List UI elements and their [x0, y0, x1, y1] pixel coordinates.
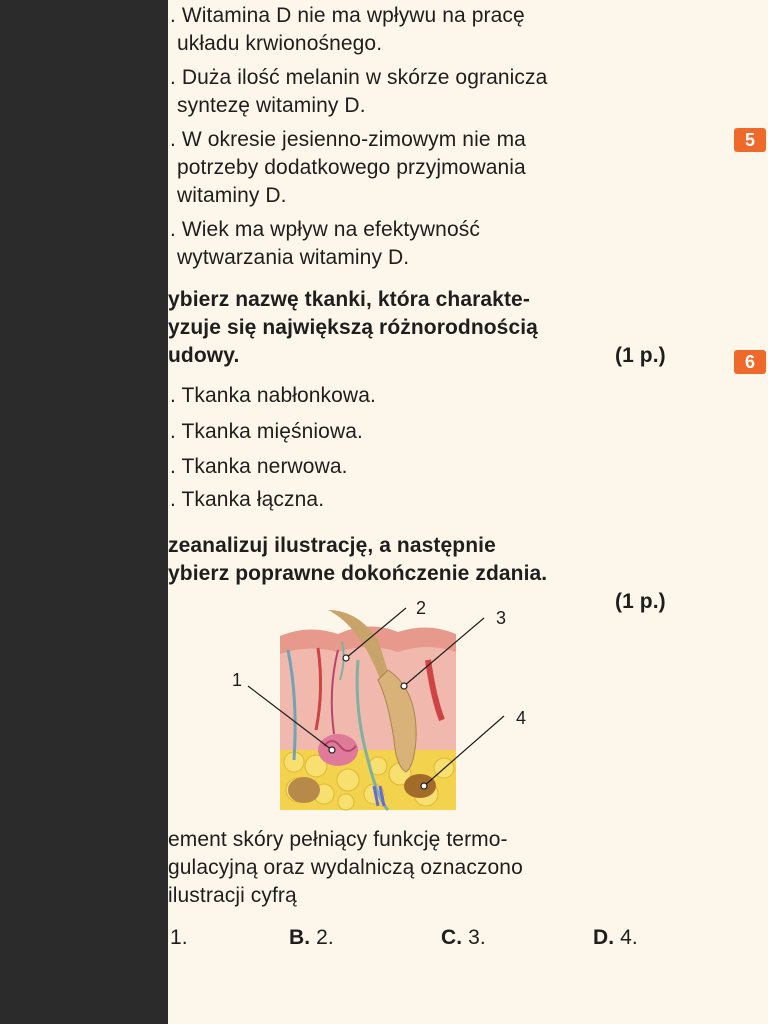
answer-c-value: 3.	[468, 926, 486, 949]
statement-line: witaminy D.	[177, 184, 287, 207]
fat-lobule	[288, 777, 320, 803]
left-dark-margin	[0, 0, 168, 1024]
answer-option: . Tkanka łączna.	[170, 488, 325, 511]
question-5-text: yzuje się największą różnorodnością	[168, 316, 538, 339]
question-6-stem: ilustracji cyfrą	[168, 884, 297, 907]
answer-d-letter: D.	[593, 926, 615, 949]
statement-line: wytwarzania witaminy D.	[177, 246, 410, 269]
question-5-text: ybierz nazwę tkanki, która charakte-	[168, 288, 530, 311]
question-6-text: ybierz poprawne dokończenie zdania.	[168, 562, 548, 585]
answer-d-value: 4.	[620, 926, 638, 949]
question-number-badge-5: 5	[734, 128, 766, 152]
statement-line: . W okresie jesienno-zimowym nie ma	[170, 128, 526, 151]
answer-c-letter: C.	[441, 926, 463, 949]
question-6-text: zeanalizuj ilustrację, a następnie	[168, 534, 496, 557]
question-5-points: (1 p.)	[615, 344, 666, 367]
figure-label-3: 3	[496, 608, 507, 628]
answer-d	[593, 926, 638, 950]
statement-line: . Wiek ma wpływ na efektywność	[170, 218, 480, 241]
statement-line: układu krwionośnego.	[177, 32, 383, 55]
answer-option: . Tkanka nabłonkowa.	[170, 384, 376, 407]
figure-label-2: 2	[416, 598, 427, 618]
answer-b	[289, 926, 334, 950]
figure-label-4: 4	[516, 708, 527, 728]
statement-line: . Duża ilość melanin w skórze ogranicza	[170, 66, 548, 89]
hair-bulb	[404, 774, 436, 798]
question-5-text: udowy.	[168, 344, 240, 367]
question-6-points: (1 p.)	[615, 590, 666, 613]
statement-line: . Witamina D nie ma wpływu na pracę	[170, 4, 525, 27]
answer-a: 1.	[170, 926, 188, 949]
figure-label-1: 1	[232, 670, 243, 690]
answer-b-value: 2.	[316, 926, 334, 949]
question-number-badge-6: 6	[734, 350, 766, 374]
answer-option: . Tkanka nerwowa.	[170, 455, 348, 478]
skin-cross-section-illustration	[228, 590, 628, 820]
answer-option: . Tkanka mięśniowa.	[170, 420, 363, 443]
statement-line: potrzeby dodatkowego przyjmowania	[177, 156, 526, 179]
answer-b-letter: B.	[289, 926, 311, 949]
statement-line: syntezę witaminy D.	[177, 94, 366, 117]
answer-c	[441, 926, 486, 950]
question-6-stem: ement skóry pełniący funkcję termo-	[168, 828, 508, 851]
question-6-stem: gulacyjną oraz wydalniczą oznaczono	[168, 856, 523, 879]
textbook-page	[168, 0, 768, 1024]
